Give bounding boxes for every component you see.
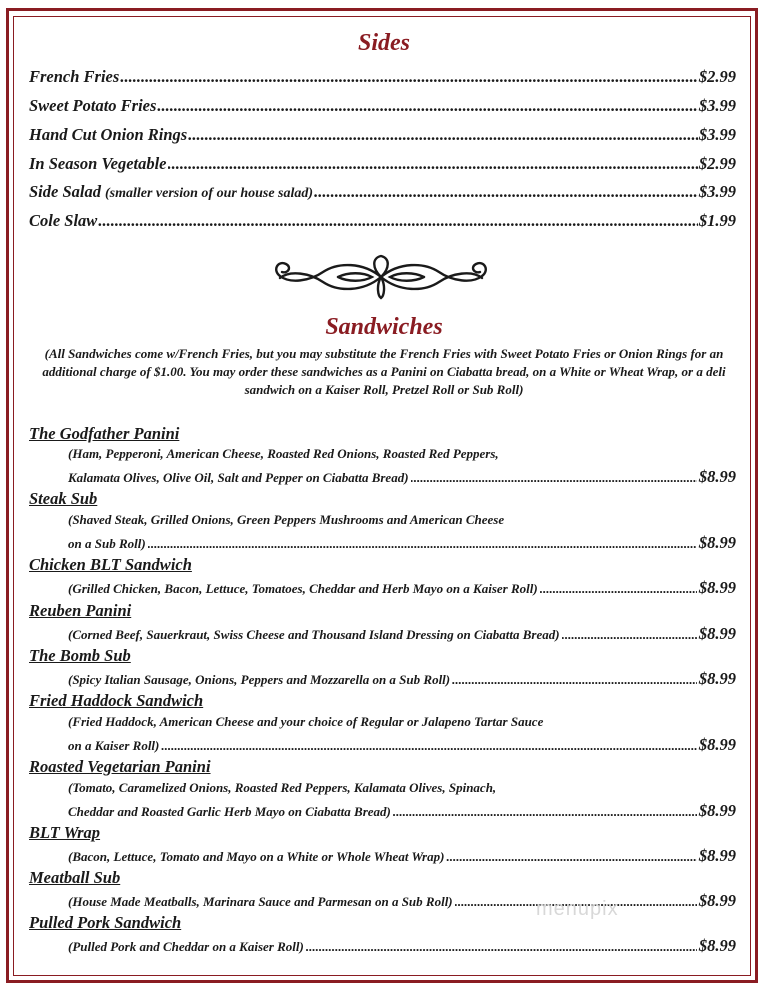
sandwich-line [68,467,736,487]
leader-dots [562,627,697,643]
sandwich-description: (Bacon, Lettuce, Tomato and Mayo on a White or Whole Wheat Wrap) [68,849,445,864]
side-item-note: (smaller version of our house salad) [104,186,314,201]
sandwich-line [68,801,736,821]
sandwich-description: (Shaved Steak, Grilled Onions, Green Peppers Mushrooms and American Cheese [68,512,505,527]
sandwich-line [68,669,736,689]
sandwich-description: Kalamata Olives, Olive Oil, Salt and Pepper on Ciabatta Bread) [68,470,409,485]
side-item-price: $2.99 [698,154,736,173]
side-item-vegetable [29,154,736,174]
sandwich-line [68,624,736,644]
side-item-onion-rings [29,125,736,145]
leader-dots [306,939,697,955]
side-item-cole-slaw [29,211,736,231]
sandwich-name-reuben-panini: Reuben Panini [29,601,132,620]
sandwiches-title: Sandwiches [325,314,443,340]
sandwich-price: $8.99 [698,624,736,643]
sandwich-name-roasted-vegetarian-panini: Roasted Vegetarian Panini [29,757,211,776]
side-item-name: Side Salad [29,182,101,201]
leader-dots [540,581,697,597]
sandwich-line [68,936,736,956]
sandwich-price: $8.99 [698,735,736,754]
sandwich-description: (Ham, Pepperoni, American Cheese, Roasted Red Onions, Roasted Red Peppers, [68,446,499,461]
sandwich-line [68,533,736,553]
side-item-price: $3.99 [698,96,736,115]
leader-dots [98,211,698,231]
leader-dots [161,738,697,754]
sandwich-description: on a Sub Roll) [68,536,146,551]
side-item-price: $3.99 [698,182,736,201]
leader-dots [168,154,698,174]
sandwich-description: (House Made Meatballs, Marinara Sauce and Parmesan on a Sub Roll) [68,894,453,909]
side-item-name: Sweet Potato Fries [29,96,157,115]
sandwich-price: $8.99 [698,846,736,865]
leader-dots [188,125,698,145]
leader-dots [120,67,698,87]
sides-title: Sides [357,30,410,56]
sandwiches-intro: (All Sandwiches come w/French Fries, but you may substitute the French Fries with Sweet Potato Fries or Onion Rings for an additional charge of $1.00. You may order these sandwiches as a Panini on Ciabatta bread, on a White or Wheat Wrap, or a deli sandwich on a Kaiser Roll, Pretzel Roll or Sub Roll) [42,346,726,397]
leader-dots [452,672,697,688]
sandwich-price: $8.99 [698,467,736,486]
side-item-name: In Season Vegetable [29,154,167,173]
sandwich-description: (Pulled Pork and Cheddar on a Kaiser Roll) [68,939,304,954]
side-item-name: Cole Slaw [29,211,98,230]
sandwich-name-godfather-panini: The Godfather Panini [29,424,180,443]
sandwich-name-chicken-blt: Chicken BLT Sandwich [29,555,192,574]
sandwich-description: (Grilled Chicken, Bacon, Lettuce, Tomatoes, Cheddar and Herb Mayo on a Kaiser Roll) [68,581,538,596]
side-item-french-fries [29,67,736,87]
sandwich-price: $8.99 [698,936,736,955]
side-item-price: $2.99 [698,67,736,86]
sandwich-description: Cheddar and Roasted Garlic Herb Mayo on Ciabatta Bread) [68,804,391,819]
sandwich-name-blt-wrap: BLT Wrap [29,823,101,842]
scroll-flourish-icon [268,254,494,300]
sandwich-description: on a Kaiser Roll) [68,738,160,753]
sandwich-price: $8.99 [698,801,736,820]
sandwich-name-meatball-sub: Meatball Sub [29,868,121,887]
sandwich-description: (Tomato, Caramelized Onions, Roasted Red Peppers, Kalamata Olives, Spinach, [68,780,497,795]
sandwich-name-steak-sub: Steak Sub [29,489,98,508]
sandwich-name-pulled-pork: Pulled Pork Sandwich [29,913,182,932]
side-item-price: $3.99 [698,125,736,144]
watermark: menupix [536,898,619,920]
sandwich-line [68,735,736,755]
sandwich-line [68,891,736,911]
leader-dots [314,182,698,202]
leader-dots [393,804,697,820]
sandwich-line [68,846,736,866]
sandwich-name-fried-haddock: Fried Haddock Sandwich [29,691,204,710]
side-item-price: $1.99 [698,211,736,230]
sandwich-description: (Corned Beef, Sauerkraut, Swiss Cheese and Thousand Island Dressing on Ciabatta Bread) [68,627,560,642]
leader-dots [157,96,697,116]
sandwich-name-bomb-sub: The Bomb Sub [29,646,131,665]
side-item-name: French Fries [29,67,120,86]
sandwich-price: $8.99 [698,578,736,597]
side-item-sweet-potato-fries [29,96,736,116]
leader-dots [148,536,697,552]
sandwich-price: $8.99 [698,533,736,552]
sandwich-description: (Fried Haddock, American Cheese and your choice of Regular or Jalapeno Tartar Sauce [68,714,544,729]
leader-dots [411,470,697,486]
side-item-side-salad [29,182,736,202]
sandwich-description: (Spicy Italian Sausage, Onions, Peppers and Mozzarella on a Sub Roll) [68,672,451,687]
leader-dots [446,849,696,865]
sandwich-price: $8.99 [698,669,736,688]
sandwich-price: $8.99 [698,891,736,910]
side-item-name: Hand Cut Onion Rings [29,125,188,144]
sandwich-line [68,578,736,598]
